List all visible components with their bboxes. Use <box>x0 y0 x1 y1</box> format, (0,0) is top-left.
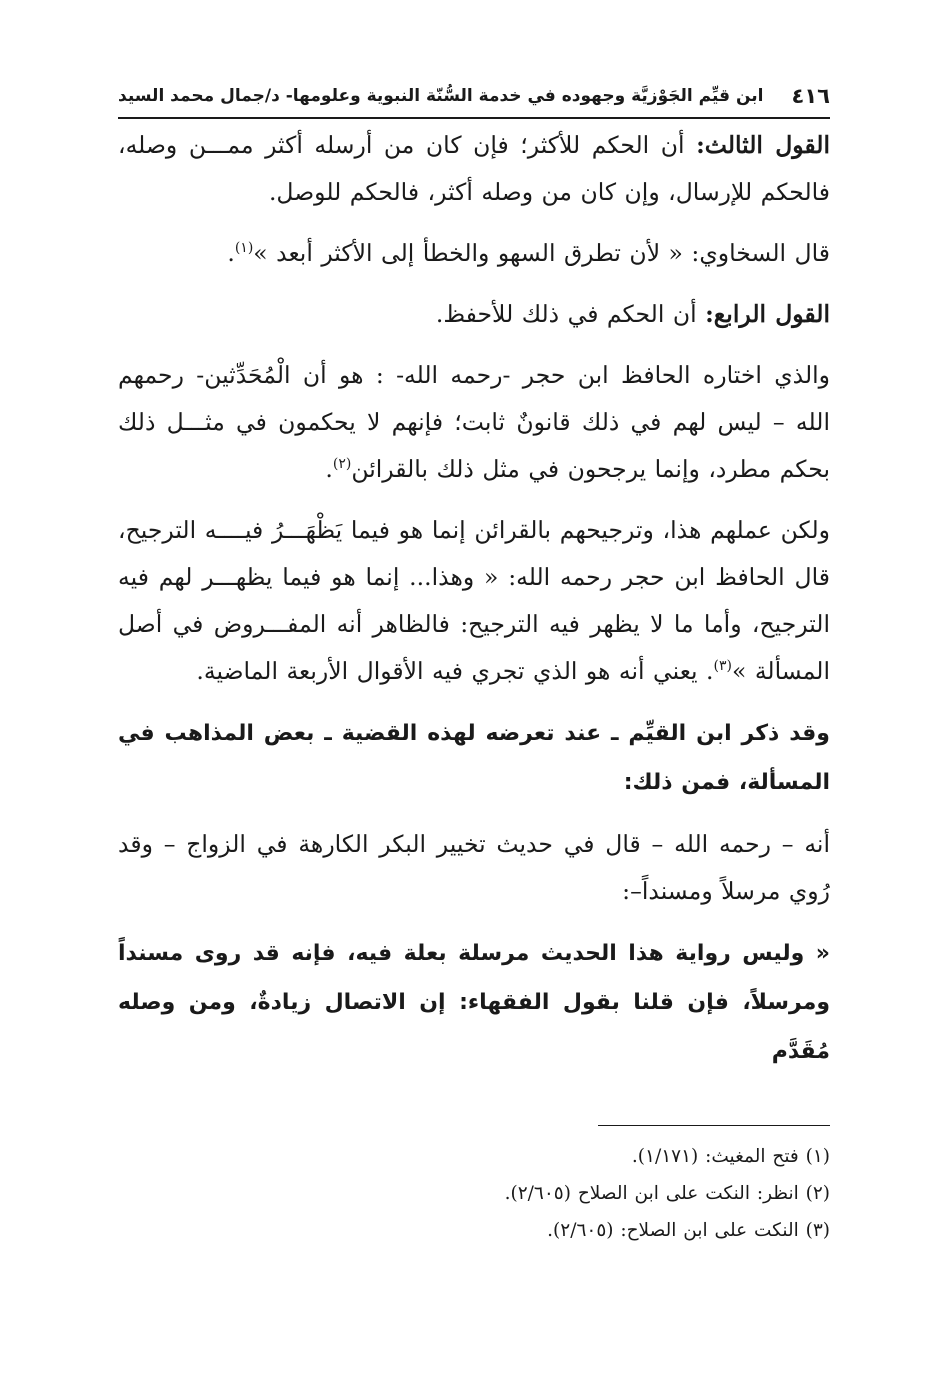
footnote-1: (١) فتح المغيث: (١/١٧١). <box>631 1146 830 1167</box>
paragraph-third-opinion <box>118 122 830 216</box>
footnote-2: (٢) انظر: النكت على ابن الصلاح (٢/٦٠٥). <box>504 1183 830 1204</box>
page-header <box>118 74 830 118</box>
running-head: ابن قيِّم الجَوْزيَّة وجهوده في خدمة السُّنّة النبوية وعلومها- د/جمال محمد السيد <box>118 86 764 106</box>
fourth-opinion-text: أن الحكم في ذلك للأحفظ. <box>435 300 706 328</box>
page-number: ٤١٦ <box>791 84 830 108</box>
sakhawi-quote-end: . <box>227 239 235 267</box>
footnote-rule <box>598 1125 830 1126</box>
tarjih-text: ولكن عملهم هذا، وترجيحهم بالقرائن إنما هو فيما يَظْهَـــرُ فيــــه الترجيح، قال الحافظ ابن حجر رحمه الله: « وهذا... إنما هو فيما يظهـــر لهم فيه الترجيح، وأما ما لا يظهر فيه الترجيح: فالظاهر أنه المفـــروض في أصل المسألة » <box>118 516 830 685</box>
paragraph-ibn-qayyim-intro: وقد ذكر ابن القيِّم ـ عند تعرضه لهذه القضية ـ بعض المذاهب في المسألة، فمن ذلك: <box>118 721 830 795</box>
third-opinion-heading: القول الثالث: <box>696 131 830 159</box>
paragraph-sakhawi-quote <box>118 230 830 277</box>
third-opinion-text: أن الحكم للأكثر؛ فإن كان من أرسله أكثر ممـــن وصله، فالحكم للإرسال، وإن كان من وصله أكثر، فالحكم للوصل. <box>118 131 830 206</box>
paragraph-ibn-hajar-choice <box>118 352 830 493</box>
footnote-ref-3[interactable]: (٣) <box>713 658 732 675</box>
paragraph-tarjih <box>118 507 830 695</box>
ibn-hajar-choice-text: والذي اختاره الحافظ ابن حجر -رحمه الله- : هو أن الْمُحَدِّثين- رحمهم الله – ليس لهم في ذلك قانونٌ ثابت؛ فإنهم لا يحكمون في مثـــل ذلك بحكم مطرد، وإنما يرجحون في مثل ذلك بالقرائن <box>118 361 830 483</box>
tarjih-end: . يعني أنه هو الذي تجري فيه الأقوال الأربعة الماضية. <box>196 657 714 685</box>
footnote-3: (٣) النكت على ابن الصلاح: (٢/٦٠٥). <box>547 1220 830 1241</box>
main-text <box>118 122 830 1076</box>
paragraph-ibn-qayyim-quote: « وليس رواية هذا الحديث مرسلة بعلة فيه، فإنه قد روى مسنداً ومرسلاً، فإن قلنا بقول الفقهاء: إن الاتصال زيادةٌ، ومن وصله مُقَدَّم <box>118 941 830 1064</box>
fourth-opinion-heading: القول الرابع: <box>705 300 830 328</box>
paragraph-hadith-context: أنه – رحمه الله – قال في حديث تخيير البكر الكارهة في الزواج – وقد رُوي مرسلاً ومسنداً–: <box>118 830 830 905</box>
header-rule <box>118 117 830 119</box>
ibn-hajar-choice-end: . <box>325 455 333 483</box>
footnote-ref-2[interactable]: (٢) <box>332 456 352 473</box>
sakhawi-quote-text: قال السخاوي: « لأن تطرق السهو والخطأ إلى الأكثر أبعد » <box>253 239 830 267</box>
footnote-ref-1[interactable]: (١) <box>234 240 254 257</box>
footnotes <box>118 1138 830 1249</box>
paragraph-fourth-opinion <box>118 291 830 338</box>
